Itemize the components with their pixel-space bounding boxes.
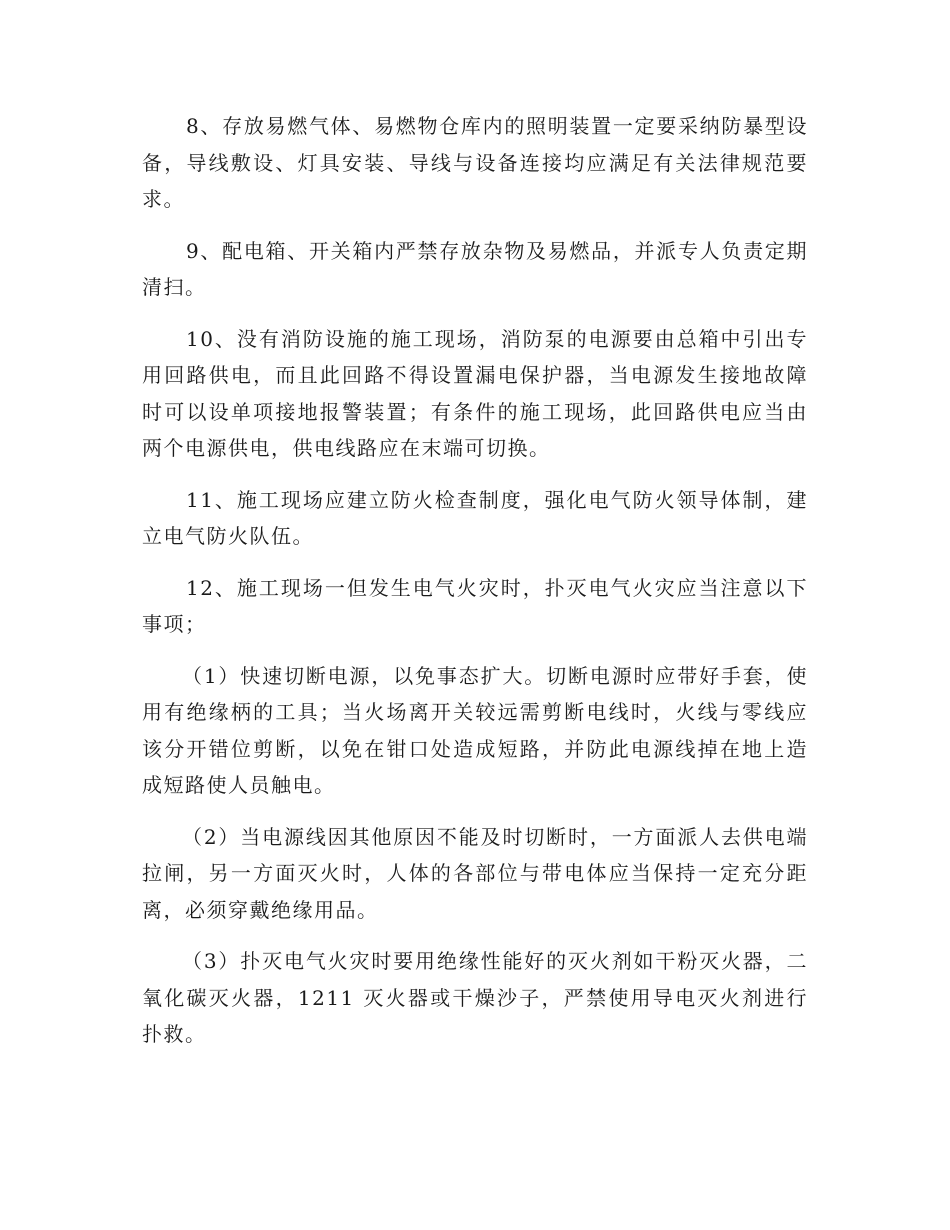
sub-paragraph-1: （1）快速切断电源，以免事态扩大。切断电源时应带好手套，使用有绝缘柄的工具；当火场离开关较远需剪断电线时，火线与零线应该分开错位剪断，以免在钳口处造成短路，并防此电源线掉在地上造成短路使人员触电。 <box>142 663 808 797</box>
paragraph-10: 10、没有消防设施的施工现场，消防泵的电源要由总箱中引出专用回路供电，而且此回路不得设置漏电保护器，当电源发生接地故障时可以设单项接地报警装置；有条件的施工现场，此回路供电应当由两个电源供电，供电线路应在末端可切换。 <box>142 326 808 460</box>
paragraph-8: 8、存放易燃气体、易燃物仓库内的照明装置一定要采纳防暴型设备，导线敷设、灯具安装、导线与设备连接均应满足有关法律规范要求。 <box>142 114 808 211</box>
sub-paragraph-3: （3）扑灭电气火灾时要用绝缘性能好的灭火剂如干粉灭火器，二氧化碳灭火器，1211 灭火器或干燥沙子，严禁使用导电灭火剂进行扑救。 <box>142 949 808 1046</box>
sub-paragraph-2: （2）当电源线因其他原因不能及时切断时，一方面派人去供电端拉闸，另一方面灭火时，人体的各部位与带电体应当保持一定充分距离，必须穿戴绝缘用品。 <box>142 824 808 922</box>
paragraph-12: 12、施工现场一但发生电气火灾时，扑灭电气火灾应当注意以下事项； <box>142 575 808 636</box>
paragraph-11: 11、施工现场应建立防火检查制度，强化电气防火领导体制，建立电气防火队伍。 <box>142 487 808 548</box>
document-body <box>142 108 808 1068</box>
paragraph-9: 9、配电箱、开关箱内严禁存放杂物及易燃品，并派专人负责定期清扫。 <box>142 238 808 299</box>
